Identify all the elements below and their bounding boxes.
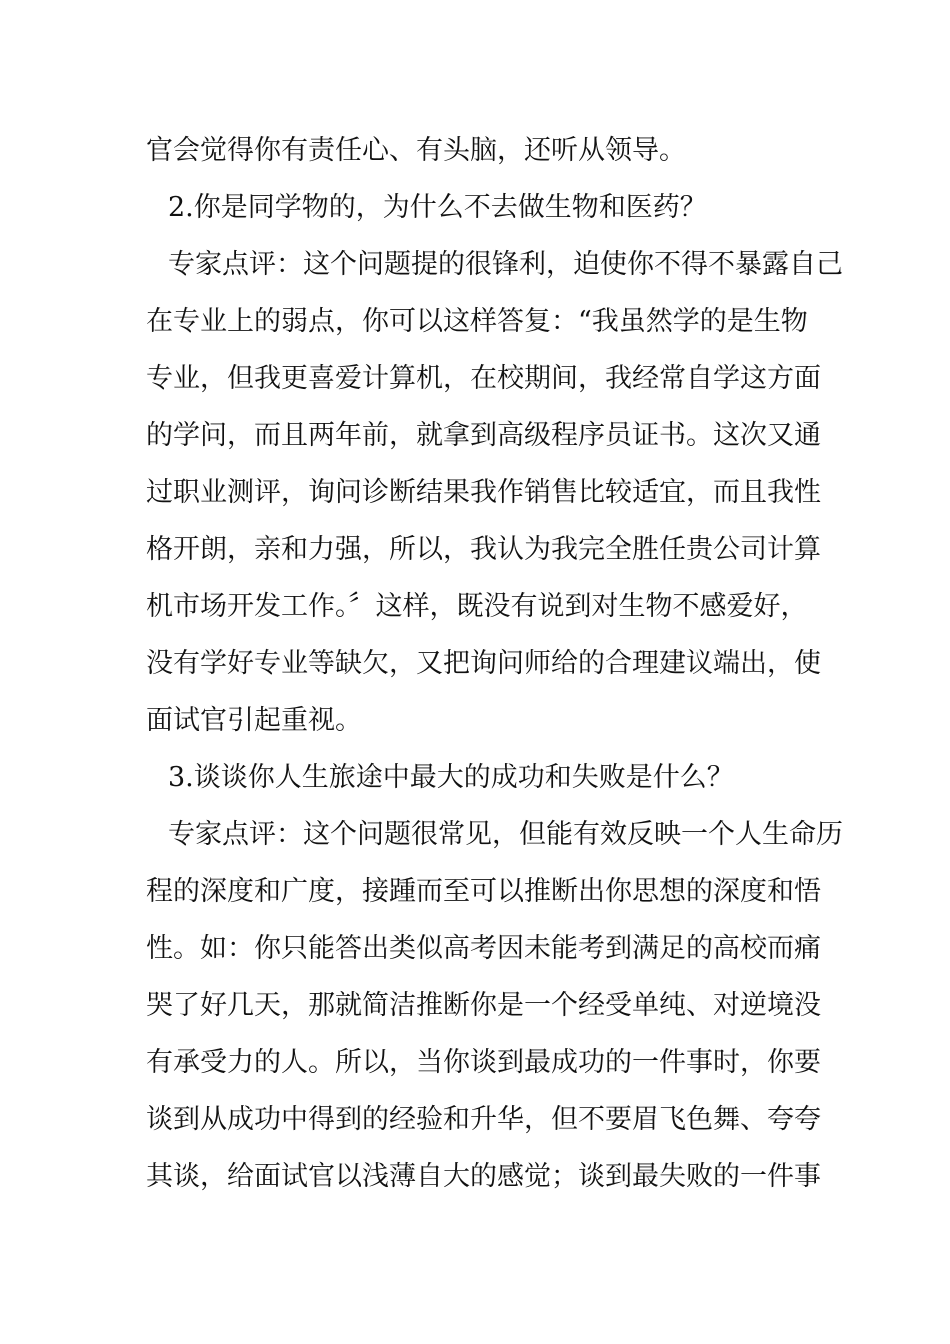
paragraph-line: 在专业上的弱点，你可以这样答复：“我虽然学的是生物 [146, 306, 808, 337]
paragraph-line: 专家点评：这个问题很常见，但能有效反映一个人生命历 [168, 819, 843, 850]
paragraph-line: 有承受力的人。所以，当你谈到最成功的一件事时，你要 [146, 1047, 821, 1078]
question-heading: 3.谈谈你人生旅途中最大的成功和失败是什么？ [168, 762, 734, 793]
paragraph-line: 的学问，而且两年前，就拿到高级程序员证书。这次又通 [146, 420, 821, 451]
paragraph-line: 性。如：你只能答出类似高考因未能考到满足的高校而痛 [146, 933, 821, 964]
question-heading: 2.你是同学物的，为什么不去做生物和医药？ [168, 192, 707, 223]
paragraph-line: 格开朗，亲和力强，所以，我认为我完全胜任贵公司计算 [146, 534, 821, 565]
paragraph-line: 机市场开发工作。〞这样，既没有说到对生物不感爱好， [146, 591, 808, 622]
paragraph-line: 过职业测评，询问诊断结果我作销售比较适宜，而且我性 [146, 477, 821, 508]
paragraph-line: 专业，但我更喜爱计算机，在校期间，我经常自学这方面 [146, 363, 821, 394]
paragraph-line: 其谈，给面试官以浅薄自大的感觉；谈到最失败的一件事 [146, 1161, 821, 1192]
paragraph-line: 面试官引起重视。 [146, 705, 362, 736]
paragraph-line: 程的深度和广度，接踵而至可以推断出你思想的深度和悟 [146, 876, 821, 907]
paragraph-line: 官会觉得你有责任心、有头脑，还听从领导。 [146, 135, 686, 166]
paragraph-line: 没有学好专业等缺欠，又把询问师给的合理建议端出，使 [146, 648, 821, 679]
paragraph-line: 专家点评：这个问题提的很锋利，迫使你不得不暴露自己 [168, 249, 843, 280]
paragraph-line: 哭了好几天，那就简洁推断你是一个经受单纯、对逆境没 [146, 990, 821, 1021]
paragraph-line: 谈到从成功中得到的经验和升华，但不要眉飞色舞、夸夸 [146, 1104, 821, 1135]
